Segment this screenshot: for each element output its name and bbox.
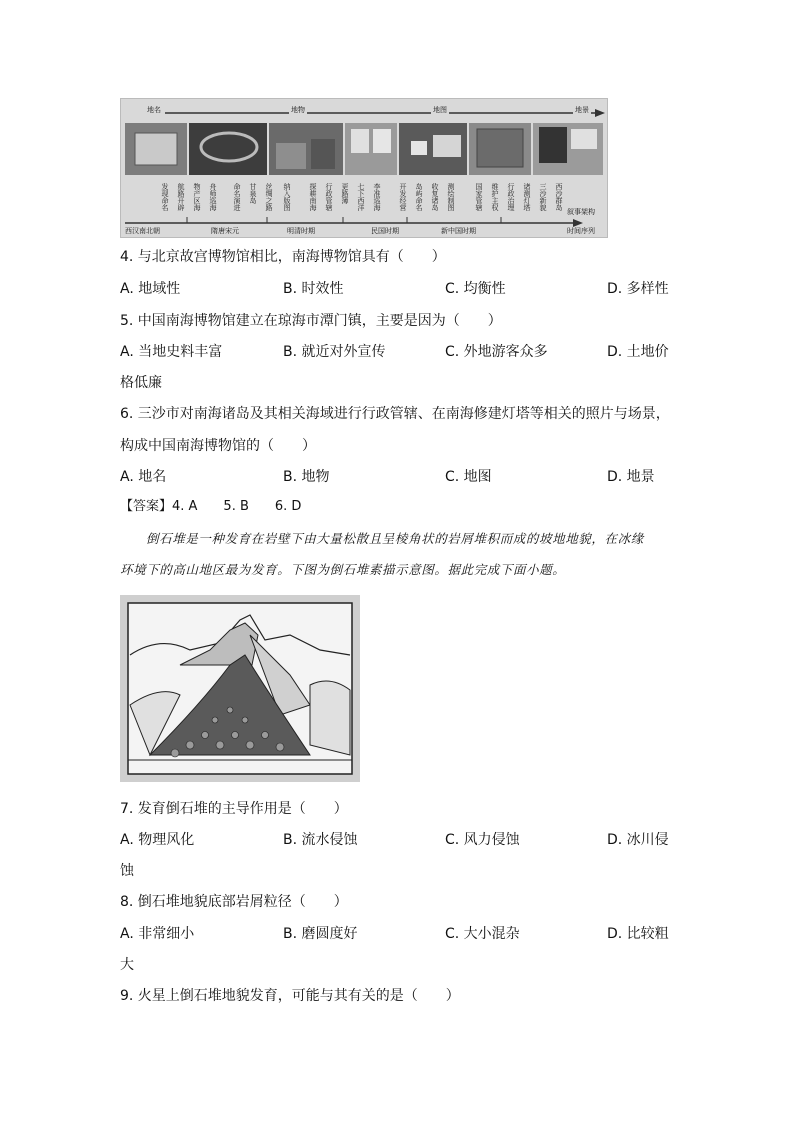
timeline-drawing [121, 99, 607, 237]
narrative-label: 叙事架构 [567, 208, 595, 216]
talus-sketch-figure [120, 595, 360, 782]
arrow-label-placename: 地名 [147, 106, 161, 114]
q4-option-b: B. 时效性 [283, 281, 344, 297]
period-label: 西汉南北朝 [125, 227, 160, 235]
q7-option-b: B. 流水侵蚀 [283, 832, 358, 848]
column-label: 航路开辟 [177, 183, 185, 211]
q7-stem: 7. 发育倒石堆的主导作用是（ ） [120, 801, 348, 817]
q5-option-d-wrap: 格低廉 [120, 375, 162, 391]
q4-stem: 4. 与北京故宫博物馆相比，南海博物馆具有（ ） [120, 249, 446, 265]
column-label: 诸测灯塔 [523, 183, 531, 211]
column-label: 开发经营 [399, 183, 407, 211]
talus-sketch [120, 595, 360, 782]
q8-option-c: C. 大小混杂 [445, 926, 520, 942]
q9-stem: 9. 火星上倒石堆地貌发育，可能与其有关的是（ ） [120, 988, 460, 1004]
q7-option-c: C. 风力侵蚀 [445, 832, 520, 848]
column-label: 三沙新貌 [539, 183, 547, 211]
q8-option-d-wrap: 大 [120, 957, 134, 973]
column-label: 命名演进 [233, 183, 241, 211]
q6-option-a: A. 地名 [120, 469, 167, 485]
q5-option-d: D. 土地价 [607, 344, 669, 360]
q8-option-d: D. 比较粗 [607, 926, 669, 942]
column-label: 纳入版图 [283, 183, 291, 211]
q6-stem-line1: 6. 三沙市对南海诸岛及其相关海域进行行政管辖、在南海修建灯塔等相关的照片与场景， [120, 406, 670, 422]
q6-option-c: C. 地图 [445, 469, 492, 485]
period-label: 隋唐宋元 [211, 227, 239, 235]
column-label: 收复诸岛 [431, 183, 439, 211]
q5-option-a: A. 当地史料丰富 [120, 344, 223, 360]
column-label: 甘泉岛 [249, 183, 257, 204]
q8-option-a: A. 非常细小 [120, 926, 195, 942]
timeline-label: 时间序列 [567, 227, 595, 235]
column-label: 李准巡海 [373, 183, 381, 211]
column-label: 维护主权 [491, 183, 499, 211]
column-label: 丝绸之路 [265, 183, 273, 211]
column-label: 西沙群岛 [555, 183, 563, 211]
period-label: 民国时期 [371, 227, 399, 235]
answer-line: 【答案】4. A 5. B 6. D [120, 499, 302, 514]
q6-stem-line2: 构成中国南海博物馆的（ ） [120, 438, 316, 454]
column-label: 行政治理 [507, 183, 515, 211]
column-label: 更路簿 [341, 183, 349, 204]
column-label: 测绘制图 [447, 183, 455, 211]
period-label: 明清时期 [287, 227, 315, 235]
column-label: 探耕南海 [309, 183, 317, 211]
column-label: 舟师巡海 [209, 183, 217, 211]
intro-line1: 倒石堆是一种发育在岩壁下由大量松散且呈棱角状的岩屑堆积而成的坡地地貌，在冰缘 [146, 531, 644, 546]
intro-line2: 环境下的高山地区最为发育。下图为倒石堆素描示意图。据此完成下面小题。 [120, 562, 566, 577]
period-label: 新中国时期 [441, 227, 476, 235]
arrow-label-object: 地物 [291, 106, 305, 114]
column-label: 行政管辖 [325, 183, 333, 211]
column-label: 国家管辖 [475, 183, 483, 211]
q6-option-b: B. 地物 [283, 469, 330, 485]
q8-option-b: B. 磨圆度好 [283, 926, 358, 942]
q7-option-d-wrap: 蚀 [120, 863, 134, 879]
q5-option-b: B. 就近对外宣传 [283, 344, 386, 360]
q5-option-c: C. 外地游客众多 [445, 344, 548, 360]
q7-option-a: A. 物理风化 [120, 832, 195, 848]
museum-timeline-figure [120, 98, 608, 238]
q4-option-a: A. 地域性 [120, 281, 181, 297]
column-label: 物产区海 [193, 183, 201, 211]
q4-option-d: D. 多样性 [607, 281, 669, 297]
column-label: 发现命名 [161, 183, 169, 211]
q4-option-c: C. 均衡性 [445, 281, 506, 297]
q6-option-d: D. 地景 [607, 469, 655, 485]
q5-stem: 5. 中国南海博物馆建立在琼海市潭门镇，主要是因为（ ） [120, 313, 502, 329]
q8-stem: 8. 倒石堆地貌底部岩屑粒径（ ） [120, 894, 348, 910]
column-label: 岛屿命名 [415, 183, 423, 211]
arrow-label-landscape: 地景 [575, 106, 589, 114]
column-label: 七下西洋 [357, 183, 365, 211]
q7-option-d: D. 冰川侵 [607, 832, 669, 848]
arrow-label-map: 地图 [433, 106, 447, 114]
